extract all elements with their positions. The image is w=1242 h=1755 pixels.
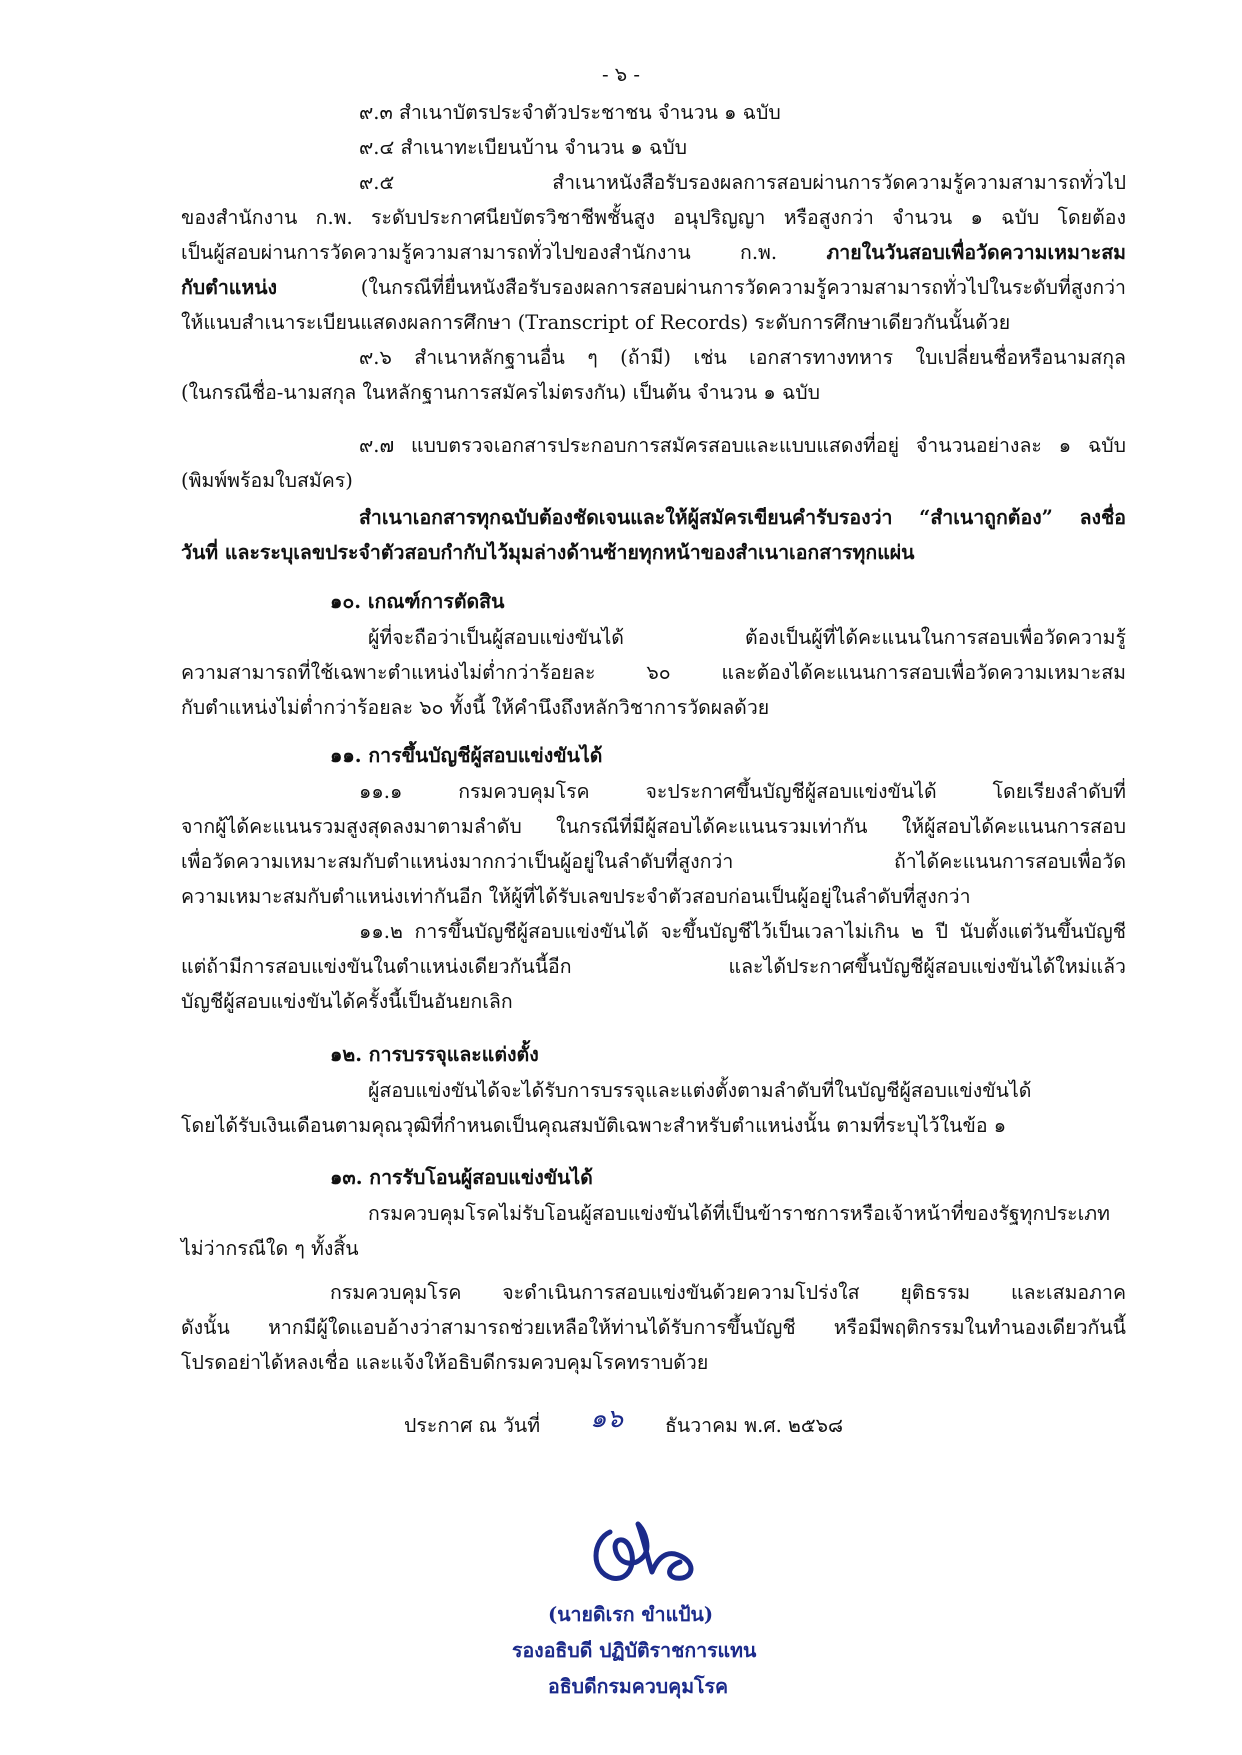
section-11-1-line-4: ความเหมาะสมกับตำแหน่งเท่ากันอีก ให้ผู้ที่ได้รับเลขประจำตัวสอบก่อนเป็นผู้อยู่ในลำดับที่สูงกว่า	[181, 885, 971, 908]
copy-note-line-1: สำเนาเอกสารทุกฉบับต้องชัดเจนและให้ผู้สมัครเขียนคำรับรองว่า “สำเนาถูกต้อง” ลงชื่อ	[359, 506, 1126, 529]
item-9-5-line-5: ให้แนบสำเนาระเบียนแสดงผลการศึกษา (Transcript of Records) ระดับการศึกษาเดียวกันนั้นด้วย	[181, 311, 1011, 334]
closing-line-1: กรมควบคุมโรค จะดำเนินการสอบแข่งขันด้วยความโปร่งใส ยุติธรรม และเสมอภาค	[330, 1281, 1126, 1304]
section-13-line-2: ไม่ว่ากรณีใด ๆ ทั้งสิ้น	[181, 1237, 359, 1260]
section-10-line-3: กับตำแหน่งไม่ต่ำกว่าร้อยละ ๖๐ ทั้งนี้ ให้คำนึงถึงหลักวิชาการวัดผลด้วย	[181, 696, 770, 719]
item-9-5-line-3-bold: ภายในวันสอบเพื่อวัดความเหมาะสม	[826, 241, 1126, 264]
section-11-1-line-2: จากผู้ได้คะแนนรวมสูงสุดลงมาตามลำดับ ในกรณีที่มีผู้สอบได้คะแนนรวมเท่ากัน ให้ผู้สอบได้คะแนนการสอบ	[181, 815, 1126, 838]
announce-prefix: ประกาศ ณ วันที่	[404, 1414, 541, 1437]
section-12-heading: ๑๒. การบรรจุและแต่งตั้ง	[330, 1043, 539, 1066]
page-number: - ๖ -	[602, 63, 640, 86]
item-9-5-line-3-text: เป็นผู้สอบผ่านการวัดความรู้ความสามารถทั่วไปของสำนักงาน ก.พ.	[181, 241, 827, 264]
item-9-5-line-4-text: (ในกรณีที่ยื่นหนังสือรับรองผลการสอบผ่านการวัดความรู้ความสามารถทั่วไปในระดับที่สูงกว่า	[277, 276, 1126, 299]
section-11-1-line-3: เพื่อวัดความเหมาะสมกับตำแหน่งมากกว่าเป็นผู้อยู่ในลำดับที่สูงกว่า ถ้าได้คะแนนการสอบเพื่อวัด	[181, 850, 1126, 873]
item-9-5-line-2: ของสำนักงาน ก.พ. ระดับประกาศนียบัตรวิชาชีพชั้นสูง อนุปริญญา หรือสูงกว่า จำนวน ๑ ฉบับ โดยต้อง	[181, 206, 1126, 229]
item-9-3: ๙.๓ สำเนาบัตรประจำตัวประชาชน จำนวน ๑ ฉบับ	[359, 101, 781, 124]
item-9-7-line-2: (พิมพ์พร้อมใบสมัคร)	[181, 469, 353, 492]
section-12-line-2: โดยได้รับเงินเดือนตามคุณวุฒิที่กำหนดเป็นคุณสมบัติเฉพาะสำหรับตำแหน่งนั้น ตามที่ระบุไว้ในข้อ ๑	[181, 1114, 1007, 1137]
item-9-5-line-3	[181, 238, 1126, 268]
section-10-line-2: ความสามารถที่ใช้เฉพาะตำแหน่งไม่ต่ำกว่าร้อยละ ๖๐ และต้องได้คะแนนการสอบเพื่อวัดความเหมาะสม	[181, 661, 1126, 684]
section-11-1-line-1: ๑๑.๑ กรมควบคุมโรค จะประกาศขึ้นบัญชีผู้สอบแข่งขันได้ โดยเรียงลำดับที่	[359, 780, 1126, 803]
item-9-5-line-4	[181, 273, 1126, 303]
signatory-name: (นายดิเรก ขำแป้น)	[548, 1603, 714, 1626]
announce-suffix: ธันวาคม พ.ศ. ๒๕๖๘	[665, 1414, 844, 1437]
section-10-line-1: ผู้ที่จะถือว่าเป็นผู้สอบแข่งขันได้ ต้องเป็นผู้ที่ได้คะแนนในการสอบเพื่อวัดความรู้	[368, 626, 1126, 649]
item-9-5-line-4-bold: กับตำแหน่ง	[181, 276, 278, 299]
section-10-heading: ๑๐. เกณฑ์การตัดสิน	[330, 590, 505, 613]
section-11-2-line-1: ๑๑.๒ การขึ้นบัญชีผู้สอบแข่งขันได้ จะขึ้นบัญชีไว้เป็นเวลาไม่เกิน ๒ ปี นับตั้งแต่วันขึ้นบัญชี	[359, 920, 1126, 943]
item-9-7-line-1: ๙.๗ แบบตรวจเอกสารประกอบการสมัครสอบและแบบแสดงที่อยู่ จำนวนอย่างละ ๑ ฉบับ	[359, 434, 1126, 457]
section-12-line-1: ผู้สอบแข่งขันได้จะได้รับการบรรจุและแต่งตั้งตามลำดับที่ในบัญชีผู้สอบแข่งขันได้	[368, 1079, 1032, 1102]
closing-line-3: โปรดอย่าได้หลงเชื่อ และแจ้งให้อธิบดีกรมควบคุมโรคทราบด้วย	[181, 1351, 709, 1374]
section-11-heading: ๑๑. การขึ้นบัญชีผู้สอบแข่งขันได้	[330, 744, 603, 767]
signature-image	[572, 1510, 722, 1590]
section-13-line-1: กรมควบคุมโรคไม่รับโอนผู้สอบแข่งขันได้ที่เป็นข้าราชการหรือเจ้าหน้าที่ของรัฐทุกประเภท	[368, 1202, 1111, 1225]
section-11-2-line-3: บัญชีผู้สอบแข่งขันได้ครั้งนี้เป็นอันยกเลิก	[181, 990, 513, 1013]
section-13-heading: ๑๓. การรับโอนผู้สอบแข่งขันได้	[330, 1166, 593, 1189]
item-9-5-line-1: ๙.๕ สำเนาหนังสือรับรองผลการสอบผ่านการวัดความรู้ความสามารถทั่วไป	[359, 171, 1126, 194]
closing-line-2: ดังนั้น หากมีผู้ใดแอบอ้างว่าสามารถช่วยเหลือให้ท่านได้รับการขึ้นบัญชี หรือมีพฤติกรรมในทำนองเดียวกันนี้	[181, 1316, 1126, 1339]
item-9-6-line-1: ๙.๖ สำเนาหลักฐานอื่น ๆ (ถ้ามี) เช่น เอกสารทางทหาร ใบเปลี่ยนชื่อหรือนามสกุล	[359, 346, 1126, 369]
signatory-title-2: อธิบดีกรมควบคุมโรค	[548, 1675, 729, 1698]
section-11-2-line-2: แต่ถ้ามีการสอบแข่งขันในตำแหน่งเดียวกันนี้อีก และได้ประกาศขึ้นบัญชีผู้สอบแข่งขันได้ใหม่แล้ว	[181, 955, 1126, 978]
signatory-title-1: รองอธิบดี ปฏิบัติราชการแทน	[512, 1639, 757, 1662]
item-9-6-line-2: (ในกรณีชื่อ-นามสกุล ในหลักฐานการสมัครไม่ตรงกัน) เป็นต้น จำนวน ๑ ฉบับ	[181, 381, 820, 404]
item-9-4: ๙.๔ สำเนาทะเบียนบ้าน จำนวน ๑ ฉบับ	[359, 136, 688, 159]
announce-day-handwritten: ๑๖	[590, 1404, 624, 1434]
copy-note-line-2: วันที่ และระบุเลขประจำตัวสอบกำกับไว้มุมล่างด้านซ้ายทุกหน้าของสำเนาเอกสารทุกแผ่น	[181, 541, 915, 564]
